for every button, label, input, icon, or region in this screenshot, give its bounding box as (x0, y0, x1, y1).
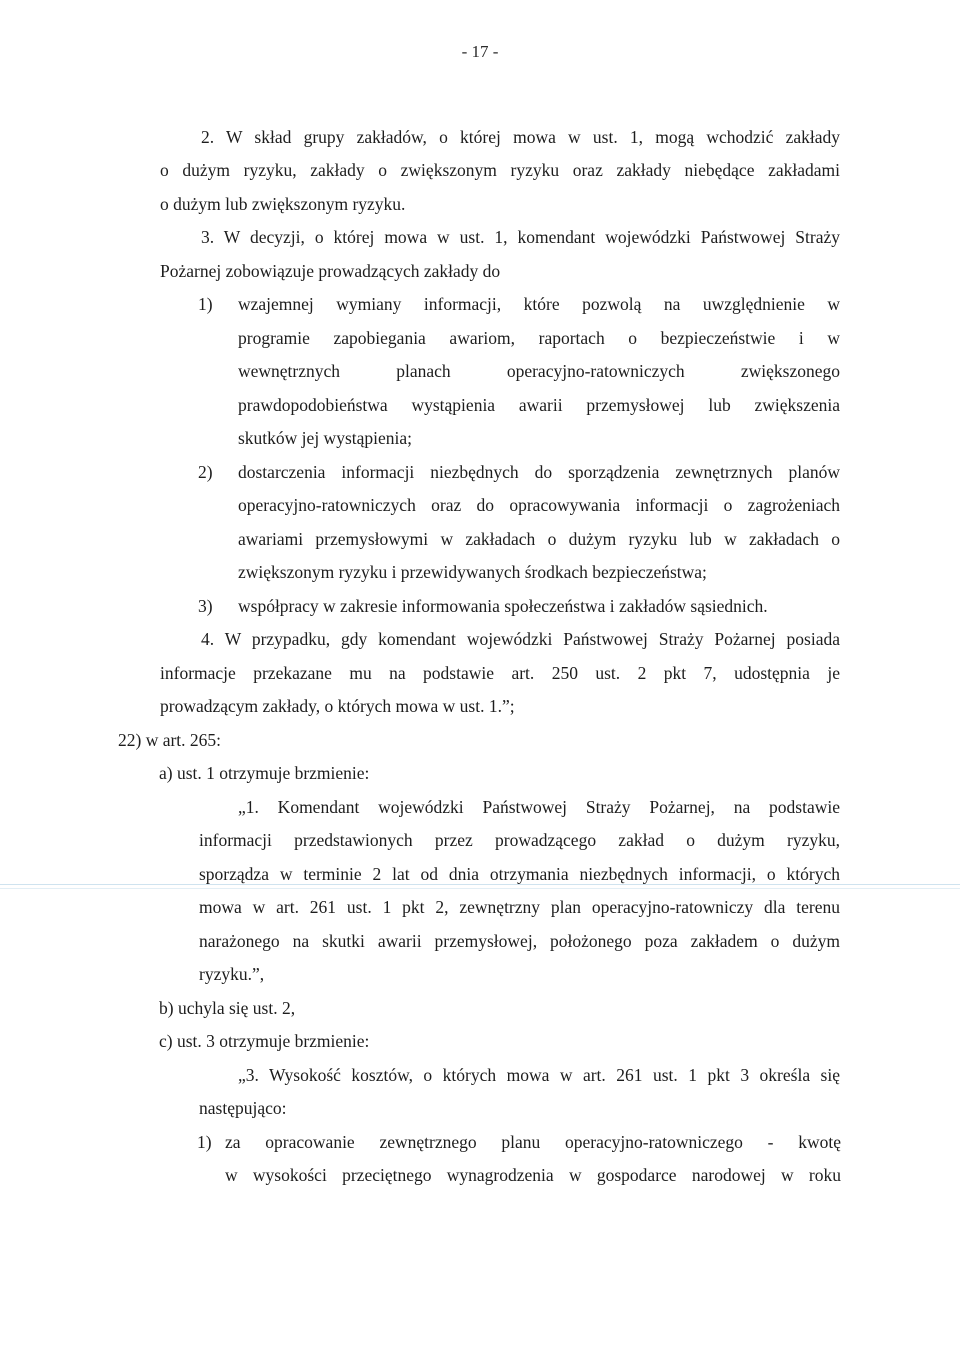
text-line: współpracy w zakresie informowania społeczeństwa i zakładów sąsiednich. (238, 596, 768, 616)
text-line: prowadzącym zakłady, o których mowa w ust. 1.”; (160, 696, 515, 716)
text-line: ryzyku.”, (199, 964, 265, 984)
text-line: „1. Komendant wojewódzki Państwowej Straży Pożarnej, na podstawie (238, 797, 840, 817)
text-line: skutków jej wystąpienia; (238, 428, 413, 448)
text-line: zwiększonym ryzyku i przewidywanych środkach bezpieczeństwa; (238, 562, 707, 582)
scan-line (0, 884, 960, 885)
text-line: dostarczenia informacji niezbędnych do sporządzenia zewnętrznych planów (238, 462, 840, 482)
text-line: o dużym ryzyku, zakłady o zwiększonym ryzyku oraz zakłady niebędące zakładami (160, 160, 840, 180)
text-line: informacji przedstawionych przez prowadzącego zakład o dużym ryzyku, (199, 830, 840, 850)
text-line: mowa w art. 261 ust. 1 pkt 2, zewnętrzny plan operacyjno-ratowniczy dla terenu (199, 897, 840, 917)
list-marker: 1) (197, 1132, 212, 1152)
text-line: następująco: (199, 1098, 287, 1118)
text-line: wzajemnej wymiany informacji, które pozwolą na uwzględnienie w (238, 294, 840, 314)
list-marker: 3) (198, 596, 213, 616)
text-line: 2. W skład grupy zakładów, o której mowa w ust. 1, mogą wchodzić zakłady (201, 127, 840, 147)
text-line: 22) w art. 265: (118, 730, 222, 750)
text-line: „3. Wysokość kosztów, o których mowa w art. 261 ust. 1 pkt 3 określa się (238, 1065, 840, 1085)
text-line: w wysokości przeciętnego wynagrodzenia w gospodarce narodowej w roku (225, 1165, 841, 1185)
text-line: awariami przemysłowymi w zakładach o dużym ryzyku lub w zakładach o (238, 529, 840, 549)
text-line: c) ust. 3 otrzymuje brzmienie: (159, 1031, 370, 1051)
text-line: b) uchyla się ust. 2, (159, 998, 296, 1018)
text-line: Pożarnej zobowiązuje prowadzących zakłady do (160, 261, 501, 281)
text-line: programie zapobiegania awariom, raportach o bezpieczeństwie i w (238, 328, 840, 348)
text-line: 3. W decyzji, o której mowa w ust. 1, komendant wojewódzki Państwowej Straży (201, 227, 840, 247)
text-line: wewnętrznych planach operacyjno-ratowniczych zwiększonego (238, 361, 840, 381)
text-line: prawdopodobieństwa wystąpienia awarii przemysłowej lub zwiększenia (238, 395, 840, 415)
text-line: informacje przekazane mu na podstawie art. 250 ust. 2 pkt 7, udostępnia je (160, 663, 840, 683)
text-line: za opracowanie zewnętrznego planu operacyjno-ratowniczego - kwotę (225, 1132, 841, 1152)
text-line: 4. W przypadku, gdy komendant wojewódzki Państwowej Straży Pożarnej posiada (201, 629, 840, 649)
text-line: a) ust. 1 otrzymuje brzmienie: (159, 763, 370, 783)
text-line: sporządza w terminie 2 lat od dnia otrzymania niezbędnych informacji, o których (199, 864, 840, 884)
list-marker: 2) (198, 462, 213, 482)
list-marker: 1) (198, 294, 213, 314)
scan-line (0, 888, 960, 889)
text-line: operacyjno-ratowniczych oraz do opracowywania informacji o zagrożeniach (238, 495, 840, 515)
text-line: narażonego na skutki awarii przemysłowej, położonego poza zakładem o dużym (199, 931, 840, 951)
page-number: - 17 - (461, 42, 499, 61)
text-line: o dużym lub zwiększonym ryzyku. (160, 194, 406, 214)
